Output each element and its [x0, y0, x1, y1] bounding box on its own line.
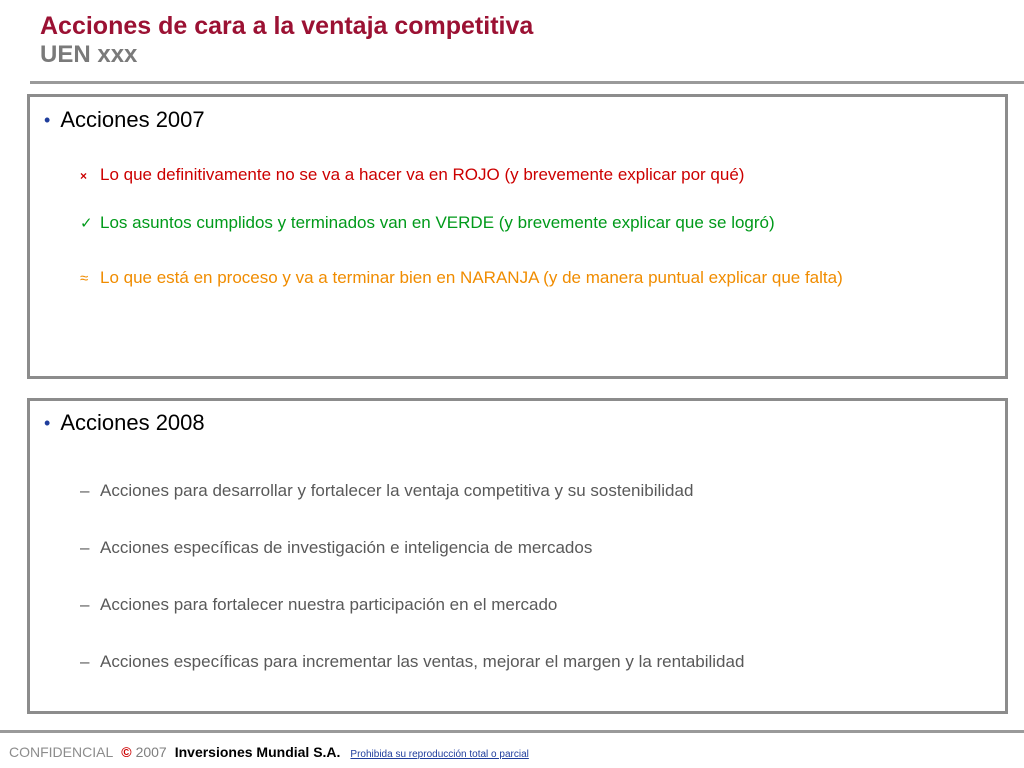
heading-text: Acciones 2008: [60, 410, 205, 435]
list-item: [80, 652, 744, 672]
approx-icon: ≈: [80, 270, 89, 287]
item-text: Acciones específicas de investigación e inteligencia de mercados: [100, 538, 593, 557]
title-block: [40, 12, 533, 69]
page-title: Acciones de cara a la ventaja competitiva: [40, 12, 534, 40]
bullet-icon: •: [44, 412, 51, 433]
item-naranja: [80, 268, 843, 288]
company-name: Inversiones Mundial S.A.: [174, 744, 341, 760]
cross-icon: ×: [80, 169, 88, 183]
dash-icon: –: [80, 481, 90, 500]
confidential-label: CONFIDENCIAL: [9, 744, 114, 760]
item-text: Lo que está en proceso y va a terminar bien en NARANJA (y de manera puntual explicar que falta): [100, 268, 843, 287]
panel-acciones-2008: [27, 398, 1008, 714]
dash-icon: –: [80, 595, 90, 614]
checkmark-icon: ✓: [80, 215, 93, 232]
page-subtitle: UEN xxx: [40, 41, 138, 68]
footer-divider: [0, 730, 1024, 733]
item-text: Lo que definitivamente no se va a hacer va en ROJO (y brevemente explicar por qué): [100, 165, 745, 184]
item-text: Acciones específicas para incrementar las ventas, mejorar el margen y la rentabilidad: [100, 652, 745, 671]
reproduction-notice-link[interactable]: Prohibida su reproducción total o parcial: [350, 749, 529, 760]
footer: [9, 744, 529, 760]
copyright-year: 2007: [135, 744, 167, 760]
panel-acciones-2007: [27, 94, 1008, 379]
heading-text: Acciones 2007: [60, 107, 205, 132]
list-item: [80, 481, 693, 501]
item-text: Acciones para desarrollar y fortalecer la ventaja competitiva y su sostenibilidad: [100, 481, 694, 500]
item-verde: [80, 213, 775, 233]
item-text: Los asuntos cumplidos y terminados van en VERDE (y brevemente explicar que se logró): [100, 213, 775, 232]
dash-icon: –: [80, 652, 90, 671]
header-divider: [30, 81, 1024, 84]
list-item: [80, 595, 557, 615]
section-heading-2007: [44, 107, 205, 133]
list-item: [80, 538, 592, 558]
item-rojo: [80, 165, 744, 185]
dash-icon: –: [80, 538, 90, 557]
item-text: Acciones para fortalecer nuestra participación en el mercado: [100, 595, 558, 614]
bullet-icon: •: [44, 109, 51, 130]
section-heading-2008: [44, 410, 205, 436]
copyright-icon: ©: [121, 744, 132, 760]
